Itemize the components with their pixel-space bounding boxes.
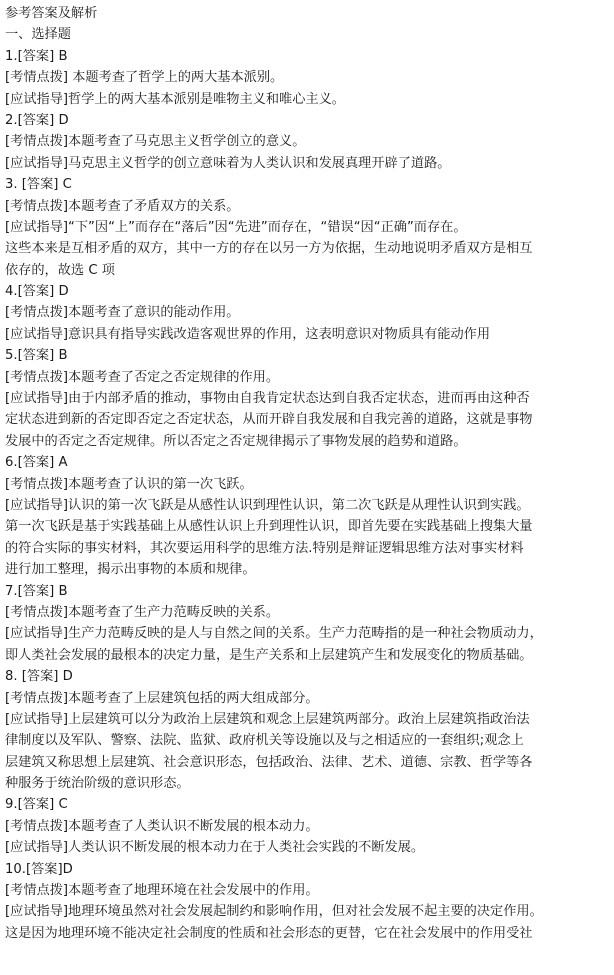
answer-line: 5.[答案] B <box>5 348 68 364</box>
guidance-line: [应试指导]上层建筑可以分为政治上层建筑和观念上层建筑两部分。政治上层建筑指政治法 <box>5 711 530 727</box>
continuation-line: 这些本来是互相矛盾的双方，其中一方的存在以另一方为依据，生动地说明矛盾双方是相互 <box>5 241 533 257</box>
guidance-line: [应试指导]由于内部矛盾的推动，事物由自我肯定状态达到自我否定状态，进而再由这种否 <box>5 391 530 407</box>
continuation-line: 进行加工整理，揭示出事物的本质和规律。 <box>5 562 256 578</box>
answer-line: 6.[答案] A <box>5 455 68 471</box>
guidance-line: [应试指导]“下”因“上”而存在“落后”因“先进”而存在，“错误“因“正确”而存在。 <box>5 219 467 235</box>
exam-point-line: [考情点拨]本题考查了意识的能动作用。 <box>5 305 240 321</box>
answer-line: 10.[答案]D <box>5 861 73 877</box>
continuation-line: 层建筑又称思想上层建筑、社会意识形态，包括政治、法律、艺术、道德、宗教、哲学等各 <box>5 754 533 770</box>
continuation-line: 这是因为地理环境不能决定社会制度的性质和社会形态的更替，它在社会发展中的作用受社 <box>5 925 533 941</box>
guidance-line: [应试指导]马克思主义哲学的创立意味着为人类认识和发展真理开辟了道路。 <box>5 155 451 171</box>
section-heading: 一、选择题 <box>5 27 71 43</box>
exam-point-line: [考情点拨]本题考查了上层建筑包括的两大组成部分。 <box>5 690 319 706</box>
answer-list <box>5 46 614 944</box>
guidance-line: [应试指导]地理环境虽然对社会发展起制约和影响作用，但对社会发展不起主要的决定作用。 <box>5 904 543 920</box>
continuation-line: 的符合实际的事实材料，其次要运用科学的思维方法.特别是辩证逻辑思维方法对事实材料 <box>5 540 524 556</box>
exam-point-line: [考情点拨]本题考查了认识的第一次飞跃。 <box>5 476 253 492</box>
exam-point-line: [考情点拨]本题考查了人类认识不断发展的根本动力。 <box>5 818 319 834</box>
exam-point-line: [考情点拨] 本题考查了哲学上的两大基本派别。 <box>5 70 284 86</box>
guidance-line: [应试指导]认识的第一次飞跃是从感性认识到理性认识，第二次飞跃是从理性认识到实践。 <box>5 497 530 513</box>
continuation-line: 依存的，故选 C 项 <box>5 262 115 278</box>
document-title: 参考答案及解析 <box>5 6 98 21</box>
continuation-line: 种服务于统治阶级的意识形态。 <box>5 776 190 792</box>
guidance-line: [应试指导]意识具有指导实践改造客观世界的作用，这表明意识对物质具有能动作用 <box>5 326 491 342</box>
continuation-line: 第一次飞跃是基于实践基础上从感性认识上升到理性认识，即首先要在实践基础上搜集大量 <box>5 519 533 535</box>
guidance-line: [应试指导]生产力范畴反映的是人与自然之间的关系。生产力范畴指的是一种社会物质动力， <box>5 626 543 642</box>
exam-point-line: [考情点拨]本题考查了马克思主义哲学创立的意义。 <box>5 134 306 150</box>
continuation-line: 律制度以及军队、警察、法院、监狱、政府机关等设施以及与之相适应的一套组织;观念上 <box>5 733 524 749</box>
guidance-line: [应试指导]哲学上的两大基本派别是唯物主义和唯心主义。 <box>5 91 345 107</box>
exam-point-line: [考情点拨]本题考查了矛盾双方的关系。 <box>5 198 240 214</box>
continuation-line: 即人类社会发展的最根本的决定力量，是生产关系和上层建筑产生和发展变化的物质基础。 <box>5 647 533 663</box>
answer-line: 9.[答案] C <box>5 797 68 813</box>
exam-point-line: [考情点拨]本题考查了生产力范畴反映的关系。 <box>5 604 280 620</box>
answer-line: 1.[答案] B <box>5 48 68 64</box>
guidance-line: [应试指导]人类认识不断发展的根本动力在于人类社会实践的不断发展。 <box>5 840 425 856</box>
answer-line: 4.[答案] D <box>5 284 69 300</box>
continuation-line: 定状态进到新的否定即否定之否定状态，从而开辟自我发展和自我完善的道路，这就是事物 <box>5 412 533 428</box>
answer-line: 2.[答案] D <box>5 112 69 128</box>
answer-line: 3. [答案] C <box>5 177 72 193</box>
answer-line: 8. [答案] D <box>5 669 73 685</box>
exam-point-line: [考情点拨]本题考查了否定之否定规律的作用。 <box>5 369 280 385</box>
continuation-line: 发展中的否定之否定规律。所以否定之否定规律揭示了事物发展的趋势和道路。 <box>5 433 467 449</box>
answer-line: 7.[答案] B <box>5 583 68 599</box>
exam-point-line: [考情点拨]本题考查了地理环境在社会发展中的作用。 <box>5 883 319 899</box>
